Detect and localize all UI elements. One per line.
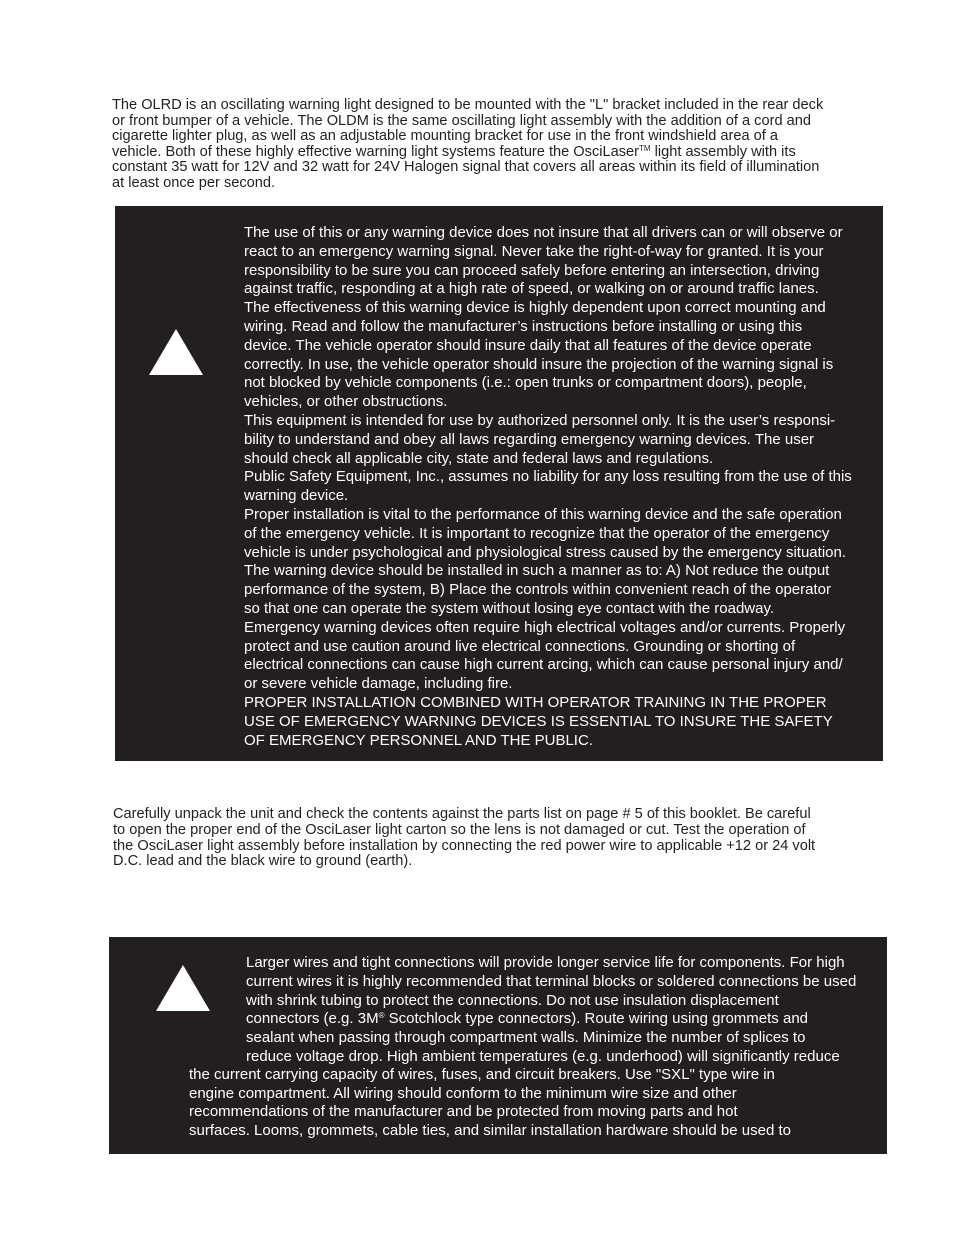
warning-line: This equipment is intended for use by authorized personnel only. It is the user’s responsi- [244, 411, 836, 429]
intro-text: light assembly with its [650, 143, 796, 160]
warning-line: Proper installation is vital to the performance of this warning device and the safe operation [244, 505, 842, 523]
warning-line: sealant when passing through compartment walls. Minimize the number of splices to [246, 1029, 806, 1046]
warning-line: against traffic, responding at a high rate of speed, or walking on or around traffic lanes. [244, 280, 819, 298]
warning-line: reduce voltage drop. High ambient temperatures (e.g. underhood) will significantly reduce [246, 1048, 840, 1065]
unpack-paragraph [113, 807, 873, 870]
warning-line: bility to understand and obey all laws regarding emergency warning devices. The user [244, 430, 815, 448]
unpack-line: Carefully unpack the unit and check the contents against the parts list on page # 5 of this booklet. Be careful [113, 806, 811, 822]
warning-line: device. The vehicle operator should insure daily that all features of the device operate [244, 336, 812, 354]
warning-line: of the emergency vehicle. It is important to recognize that the operator of the emergency [244, 524, 830, 542]
unpack-line: D.C. lead and the black wire to ground (earth). [113, 853, 413, 870]
warning-line: performance of the system, B) Place the controls within convenient reach of the operator [244, 581, 831, 599]
warning-line: react to an emergency warning signal. Never take the right-of-way for granted. It is your [244, 242, 824, 260]
warning-line: engine compartment. All wiring should conform to the minimum wire size and other [189, 1085, 737, 1102]
intro-line: or front bumper of a vehicle. The OLDM is the same oscillating light assembly with the addition of a cord and [112, 112, 811, 129]
warning-line: the current carrying capacity of wires, fuses, and circuit breakers. Use "SXL" type wire in [189, 1066, 775, 1083]
registered-mark: ® [378, 1011, 385, 1020]
intro-line [112, 145, 872, 161]
warning-line: current wires it is highly recommended that terminal blocks or soldered connections be used [246, 973, 857, 990]
warning-line: surfaces. Looms, grommets, cable ties, and similar installation hardware should be used to [189, 1122, 791, 1139]
warning-line: not blocked by vehicle components (i.e.: open trunks or compartment doors), people, [244, 374, 807, 392]
trademark-mark: TM [639, 143, 651, 153]
intro-text: vehicle. Both of these highly effective warning light systems feature the OsciLaser [112, 143, 639, 160]
unpack-line: the OsciLaser light assembly before installation by connecting the red power wire to applicable +12 or 24 volt [113, 837, 816, 854]
warning-line: vehicles, or other obstructions. [244, 393, 448, 411]
warning-text: connectors (e.g. 3M [246, 1010, 379, 1027]
intro-line: constant 35 watt for 12V and 32 watt for 24V Halogen signal that covers all areas within its field of illumination [112, 159, 820, 176]
unpack-line: to open the proper end of the OsciLaser light carton so the lens is not damaged or cut. Test the operation of [113, 821, 806, 838]
warning-line: vehicle is under psychological and physiological stress caused by the emergency situation. [244, 543, 846, 561]
warning-line: protect and use caution around live electrical connections. Grounding or shorting of [244, 637, 796, 655]
warning-line: USE OF EMERGENCY WARNING DEVICES IS ESSENTIAL TO INSURE THE SAFETY [244, 712, 833, 730]
warning-line: warning device. [244, 487, 349, 505]
warning-line: The effectiveness of this warning device is highly dependent upon correct mounting and [244, 299, 826, 317]
warning-line: Public Safety Equipment, Inc., assumes no liability for any loss resulting from the use of this [244, 468, 852, 486]
warning-box [115, 206, 883, 761]
warning-line: recommendations of the manufacturer and be protected from moving parts and hot [189, 1103, 738, 1120]
warning-triangle-icon [154, 963, 212, 1013]
warning-line: responsibility to be sure you can proceed safely before entering an intersection, driving [244, 261, 820, 279]
warning-line [246, 1010, 808, 1029]
warning-line: OF EMERGENCY PERSONNEL AND THE PUBLIC. [244, 731, 593, 749]
warning-line: electrical connections can cause high current arcing, which can cause personal injury and/ [244, 656, 843, 674]
warning-line: Emergency warning devices often require high electrical voltages and/or currents. Properly [244, 618, 846, 636]
warning-line: should check all applicable city, state and federal laws and regulations. [244, 449, 714, 467]
intro-paragraph [112, 98, 872, 192]
warning-line: wiring. Read and follow the manufacturer’s instructions before installing or using this [244, 317, 803, 335]
warning-text [244, 224, 874, 750]
warning-line: or severe vehicle damage, including fire. [244, 675, 513, 693]
warning-line: correctly. In use, the vehicle operator should insure the projection of the warning signal is [244, 355, 834, 373]
intro-line: cigarette lighter plug, as well as an adjustable mounting bracket for use in the front windshield area of a [112, 128, 779, 145]
intro-line: at least once per second. [112, 174, 276, 191]
warning-line: The warning device should be installed in such a manner as to: A) Not reduce the output [244, 562, 830, 580]
wiring-warning-box [109, 937, 887, 1154]
warning-line: PROPER INSTALLATION COMBINED WITH OPERATOR TRAINING IN THE PROPER [244, 693, 827, 711]
warning-line: with shrink tubing to protect the connections. Do not use insulation displacement [246, 992, 779, 1009]
warning-line: so that one can operate the system without losing eye contact with the roadway. [244, 599, 775, 617]
warning-triangle-icon [147, 327, 205, 377]
intro-line: The OLRD is an oscillating warning light designed to be mounted with the "L" bracket included in the rear deck [112, 97, 824, 113]
warning-text: Scotchlock type connectors). Route wiring using grommets and [384, 1010, 808, 1027]
warning-line: Larger wires and tight connections will provide longer service life for components. For high [246, 954, 845, 971]
warning-line: The use of this or any warning device does not insure that all drivers can or will observe or [244, 224, 843, 241]
